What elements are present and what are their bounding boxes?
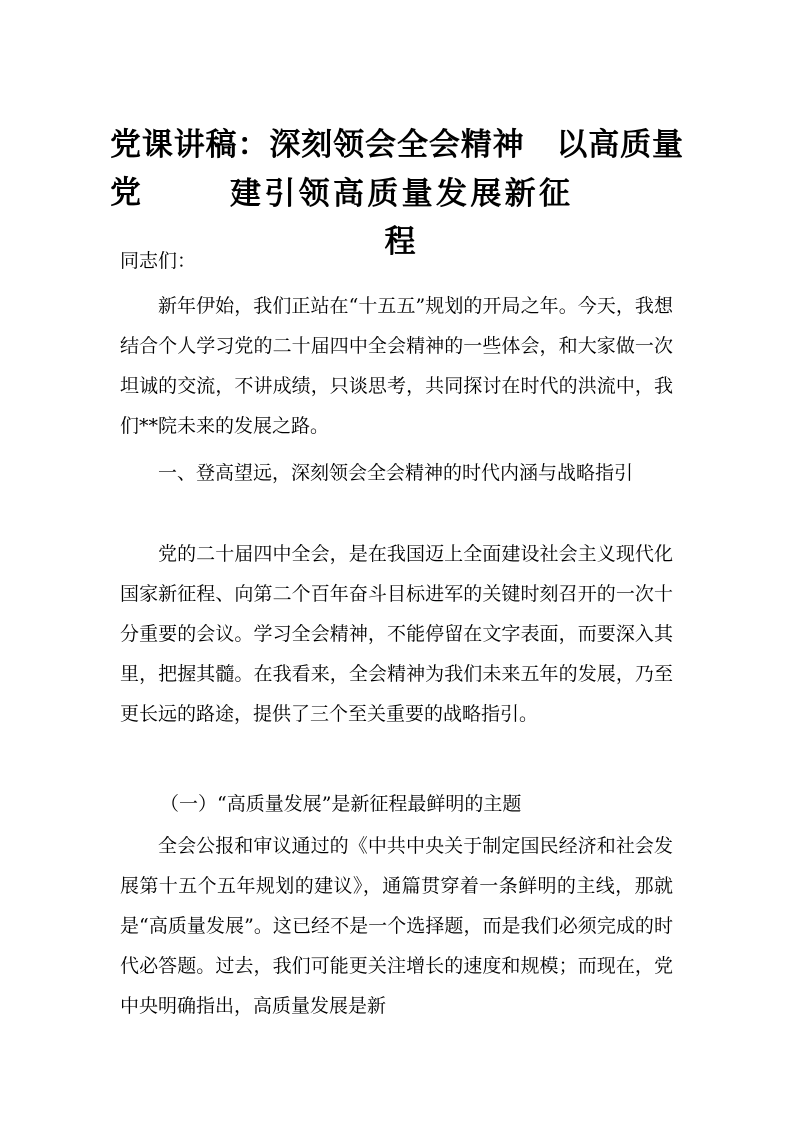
paragraph-intro: 新年伊始，我们正站在“十五五”规划的开局之年。今天，我想结合个人学习党的二十届四中全会精神的一些体会，和大家做一次坦诚的交流，不讲成绩，只谈思考，共同探讨在时代的洪流中，我们**院未来的发展之路。	[120, 295, 673, 437]
paragraph-subsection-1: 全会公报和审议通过的《中共中央关于制定国民经济和社会发展第十五个五年规划的建议》，通篇贯穿着一条鲜明的主线，那就是“高质量发展”。这已经不是一个选择题，而是我们必须完成的时代必答题。过去，我们可能更关注增长的速度和规模；而现在，党中央明确指出，高质量发展是新	[120, 835, 673, 1017]
section-heading-1: 一、登高望远，深刻领会全会精神的时代内涵与战略指引	[158, 462, 634, 484]
subsection-heading-1: （一）“高质量发展”是新征程最鲜明的主题	[160, 793, 522, 815]
document-title-line-1: 党课讲稿：深刻领会全会精神 以高质量党	[110, 127, 683, 211]
paragraph-section-1: 党的二十届四中全会，是在我国迈上全面建设社会主义现代化国家新征程、向第二个百年奋斗目标进军的关键时刻召开的一次十分重要的会议。学习全会精神，不能停留在文字表面，而要深入其里，把握其髓。在我看来，全会精神为我们未来五年的发展，乃至更长远的路途，提供了三个至关重要的战略指引。	[120, 543, 673, 725]
salutation: 同志们：	[120, 250, 197, 272]
document-title-line-2: 建引领高质量发展新征程	[230, 176, 570, 260]
